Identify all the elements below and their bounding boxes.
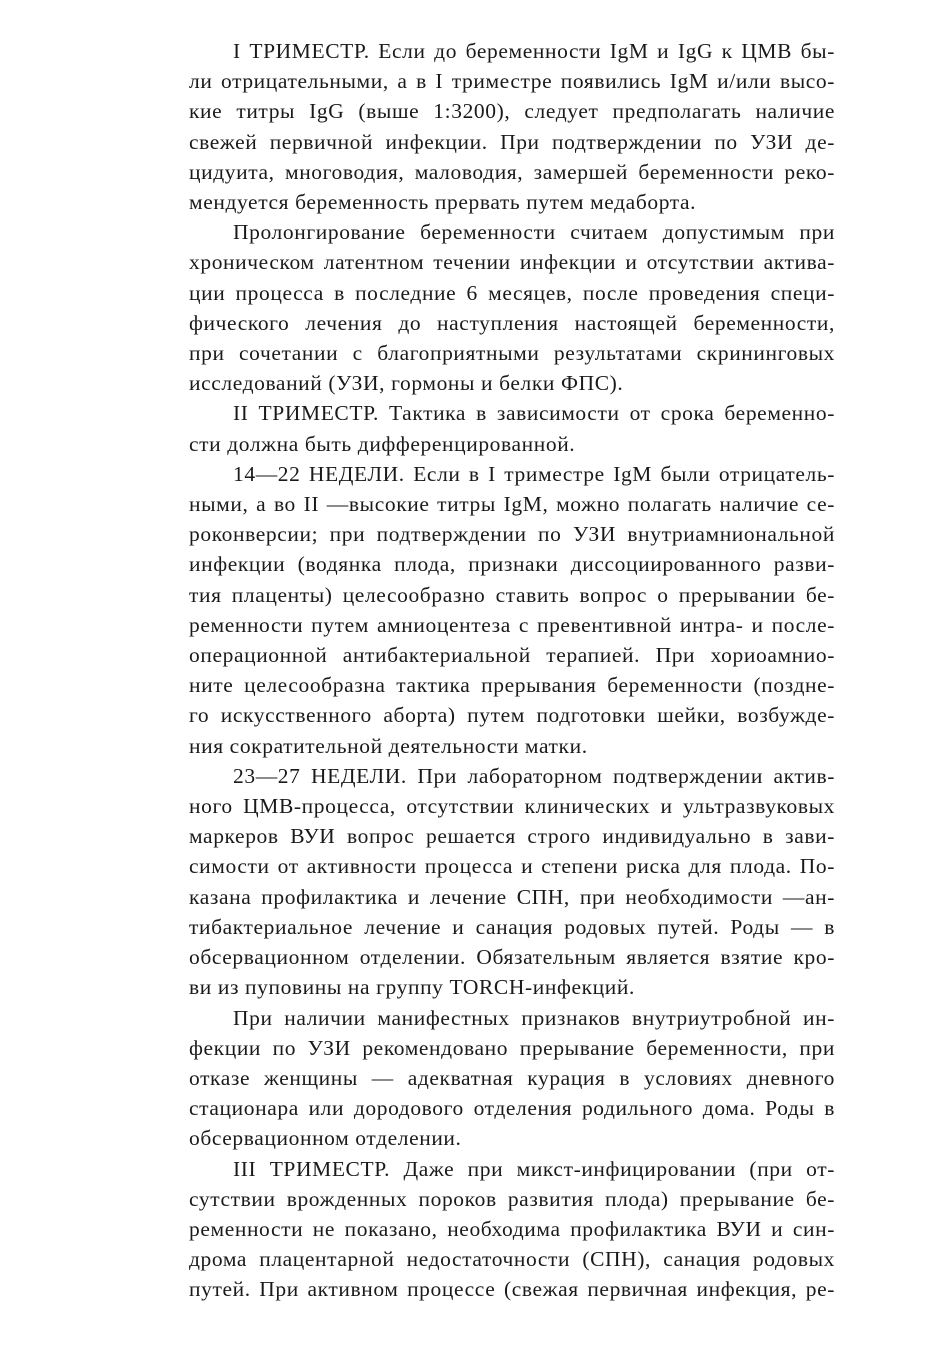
- text-line: маркеров ВУИ вопрос решается строго индивидуально в зави-: [189, 824, 835, 849]
- text-line: I ТРИМЕСТР. Если до беременности IgM и IgG к ЦМВ бы-: [233, 39, 835, 63]
- text-line: ного ЦМВ-процесса, отсутствии клинических и ультразвуковых: [189, 794, 835, 819]
- text-line: при сочетании с благоприятными результатами скрининговых: [189, 341, 835, 366]
- text-line: обсервационном отделении. Обязательным является взятие кро-: [189, 945, 835, 970]
- paragraph-p2: [145, 217, 835, 398]
- text-line: тибактериальное лечение и санация родовых путей. Роды — в: [189, 914, 835, 939]
- text-line: роконверсии; при подтверждении по УЗИ внутриамниональной: [189, 522, 835, 547]
- text-line: исследований (УЗИ, гормоны и белки ФПС).: [189, 371, 624, 396]
- text-line: мендуется беременность прервать путем медаборта.: [189, 190, 697, 215]
- text-line: 23—27 НЕДЕЛИ. При лабораторном подтверждении актив-: [233, 763, 835, 788]
- text-line: II ТРИМЕСТР. Тактика в зависимости от срока беременно-: [233, 401, 835, 426]
- paragraph-p3: [145, 398, 835, 458]
- text-line: фекции по УЗИ рекомендовано прерывание беременности, при: [189, 1035, 835, 1060]
- text-line: ции процесса в последние 6 месяцев, после проведения специ-: [189, 280, 835, 305]
- text-line: ните целесообразна тактика прерывания беременности (поздне-: [189, 673, 835, 698]
- text-line: путей. При активном процессе (свежая первичная инфекция, ре-: [189, 1277, 835, 1302]
- text-line: хроническом латентном течении инфекции и отсутствии актива-: [189, 250, 835, 275]
- paragraph-p7: [145, 1154, 835, 1305]
- text-line: Пролонгирование беременности считаем допустимым при: [233, 220, 835, 245]
- text-line: симости от активности процесса и степени риска для плода. По-: [189, 854, 835, 879]
- text-line: стационара или дородового отделения родильного дома. Роды в: [189, 1096, 835, 1121]
- text-line: сти должна быть дифференцированной.: [189, 431, 576, 456]
- text-line: фического лечения до наступления настоящей беременности,: [189, 310, 835, 335]
- text-line: цидуита, многоводия, маловодия, замершей беременности реко-: [189, 159, 835, 184]
- text-line: инфекции (водянка плода, признаки диссоциированного разви-: [189, 552, 835, 577]
- text-line: казана профилактика и лечение СПН, при необходимости —ан-: [189, 884, 835, 909]
- text-line: свежей первичной инфекции. При подтверждении по УЗИ де-: [189, 129, 835, 154]
- document-page: [145, 36, 835, 1305]
- text-line: операционной антибактериальной терапией. При хориоамнио-: [189, 643, 835, 668]
- text-line: ви из пуповины на группу TORCH-инфекций.: [189, 975, 635, 1000]
- text-line: кие титры IgG (выше 1:3200), следует предполагать наличие: [189, 99, 835, 124]
- text-line: дрома плацентарной недостаточности (СПН), санация родовых: [189, 1247, 835, 1272]
- paragraph-p1: [145, 36, 835, 217]
- text-line: обсервационном отделении.: [189, 1126, 462, 1151]
- text-line: го искусственного аборта) путем подготовки шейки, возбужде-: [189, 703, 835, 728]
- text-line: ния сократительной деятельности матки.: [189, 733, 588, 758]
- text-line: отказе женщины — адекватная курация в условиях дневного: [189, 1065, 835, 1090]
- text-line: 14—22 НЕДЕЛИ. Если в I триместре IgM были отрицатель-: [233, 461, 835, 486]
- paragraph-p4: [145, 459, 835, 761]
- text-line: ли отрицательными, а в I триместре появились IgM и/или высо-: [189, 69, 835, 94]
- text-line: ременности путем амниоцентеза с превентивной интра- и после-: [189, 612, 835, 637]
- paragraph-p5: [145, 761, 835, 1003]
- paragraph-p6: [145, 1003, 835, 1154]
- text-line: ными, а во II —высокие титры IgM, можно полагать наличие се-: [189, 492, 835, 517]
- text-line: III ТРИМЕСТР. Даже при микст-инфицировании (при от-: [233, 1156, 835, 1181]
- text-line: ременности не показано, необходима профилактика ВУИ и син-: [189, 1216, 835, 1241]
- text-line: сутствии врожденных пороков развития плода) прерывание бе-: [189, 1186, 835, 1211]
- text-line: тия плаценты) целесообразно ставить вопрос о прерывании бе-: [189, 582, 835, 607]
- text-line: При наличии манифестных признаков внутриутробной ин-: [233, 1005, 835, 1030]
